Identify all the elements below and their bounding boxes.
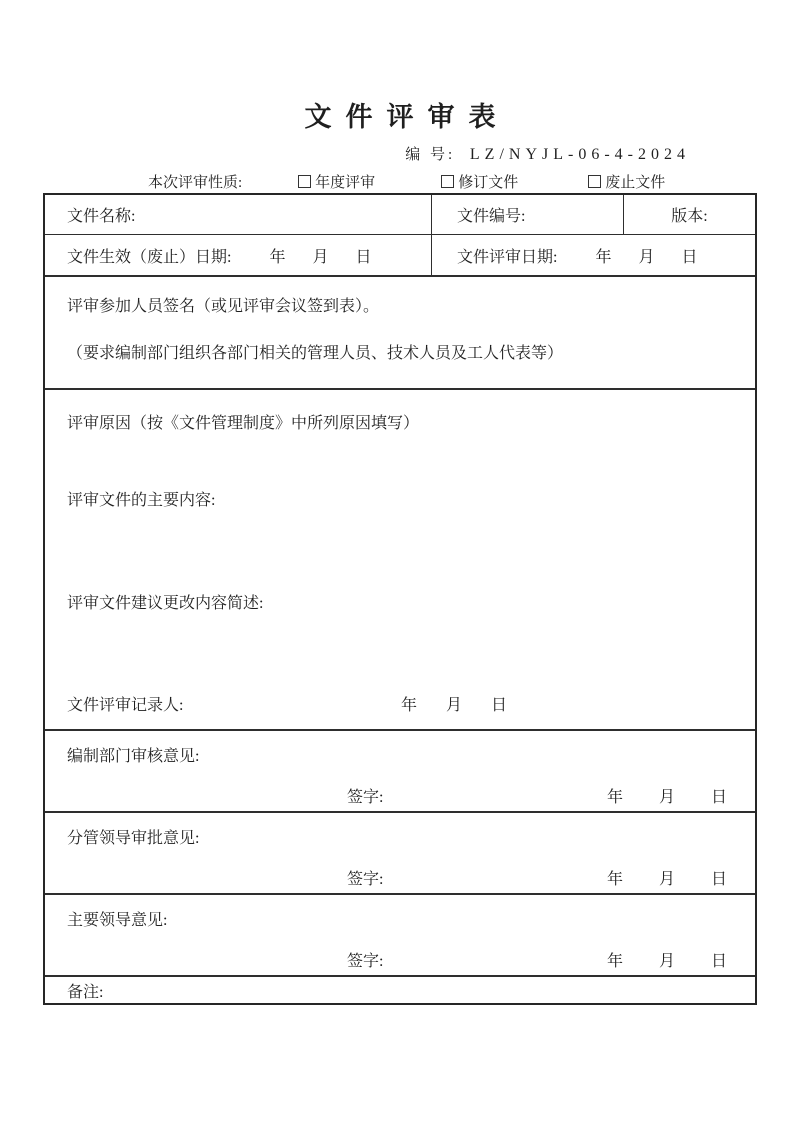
day-label: 日 — [711, 789, 728, 806]
effective-date-label: 文件生效（废止）日期: — [67, 248, 232, 266]
checkbox-annual-review[interactable] — [298, 171, 375, 192]
review-nature-row — [0, 171, 800, 192]
doc-number-line — [0, 143, 800, 164]
participants-signature-label: 评审参加人员签名（或见评审会议签到表）。 — [67, 298, 380, 315]
month-label: 月 — [312, 248, 329, 266]
recorder-label: 文件评审记录人: — [67, 697, 184, 714]
cell-effective-date — [45, 235, 432, 275]
document-number-label: 文件编号: — [457, 208, 526, 225]
signature-ymd — [607, 784, 727, 807]
review-reason-label: 评审原因（按《文件管理制度》中所列原因填写） — [67, 415, 420, 432]
month-label: 月 — [446, 697, 463, 714]
checkbox-abolish-document[interactable] — [588, 171, 665, 192]
checkbox-abolish-document-label: 废止文件 — [605, 175, 666, 191]
review-changes-label: 评审文件建议更改内容简述: — [67, 595, 264, 612]
row-review-details — [45, 390, 755, 731]
recorder-ymd — [401, 697, 507, 715]
signature-line — [45, 866, 755, 888]
month-label: 月 — [659, 789, 676, 806]
document-name-label: 文件名称: — [67, 208, 136, 225]
day-label: 日 — [355, 248, 372, 266]
month-label: 月 — [659, 953, 676, 970]
year-label: 年 — [595, 248, 612, 266]
day-label: 日 — [711, 871, 728, 888]
month-label: 月 — [638, 248, 655, 266]
cell-document-version — [624, 195, 755, 234]
review-date-ymd — [595, 244, 697, 267]
checkbox-icon — [298, 175, 311, 188]
year-label: 年 — [269, 248, 286, 266]
checkbox-icon — [588, 175, 601, 188]
row-dates — [45, 235, 755, 277]
signature-line — [45, 784, 755, 806]
remarks-label: 备注: — [67, 983, 104, 1001]
review-content-label: 评审文件的主要内容: — [67, 492, 216, 509]
review-nature-label: 本次评审性质: — [148, 175, 243, 191]
row-chief-leader-opinion — [45, 895, 755, 977]
year-label: 年 — [607, 789, 624, 806]
cell-document-number — [432, 195, 624, 234]
row-participants — [45, 277, 755, 390]
doc-number-label: 编 号: — [405, 147, 456, 163]
chief-leader-opinion-label: 主要领导意见: — [67, 912, 168, 929]
signature-ymd — [607, 866, 727, 889]
effective-date-ymd — [269, 244, 371, 267]
year-label: 年 — [607, 953, 624, 970]
signature-ymd — [607, 948, 727, 971]
division-leader-opinion-label: 分管领导审批意见: — [67, 830, 200, 847]
review-date-label: 文件评审日期: — [457, 248, 558, 266]
document-version-label: 版本: — [671, 208, 708, 225]
row-division-leader-opinion — [45, 813, 755, 895]
year-label: 年 — [401, 697, 418, 714]
day-label: 日 — [681, 248, 698, 266]
doc-number-value: LZ/NYJL-06-4-2024 — [469, 146, 690, 163]
row-remarks — [45, 977, 755, 1003]
signature-label: 签字: — [347, 871, 384, 888]
compiling-department-opinion-label: 编制部门审核意见: — [67, 748, 200, 765]
signature-label: 签字: — [347, 953, 384, 970]
row-document-identity — [45, 195, 755, 235]
review-form-table — [43, 193, 757, 1005]
signature-line — [45, 948, 755, 970]
day-label: 日 — [491, 697, 508, 714]
cell-document-name — [45, 195, 432, 234]
checkbox-revise-document-label: 修订文件 — [458, 175, 519, 191]
day-label: 日 — [711, 953, 728, 970]
cell-review-date — [432, 235, 755, 275]
signature-label: 签字: — [347, 789, 384, 806]
checkbox-annual-review-label: 年度评审 — [315, 175, 376, 191]
checkbox-revise-document[interactable] — [441, 171, 518, 192]
year-label: 年 — [607, 871, 624, 888]
checkbox-icon — [441, 175, 454, 188]
row-compiling-department-opinion — [45, 731, 755, 813]
participants-requirement-note: （要求编制部门组织各部门相关的管理人员、技术人员及工人代表等） — [67, 345, 564, 362]
month-label: 月 — [659, 871, 676, 888]
page-title: 文件评审表 — [304, 102, 510, 132]
